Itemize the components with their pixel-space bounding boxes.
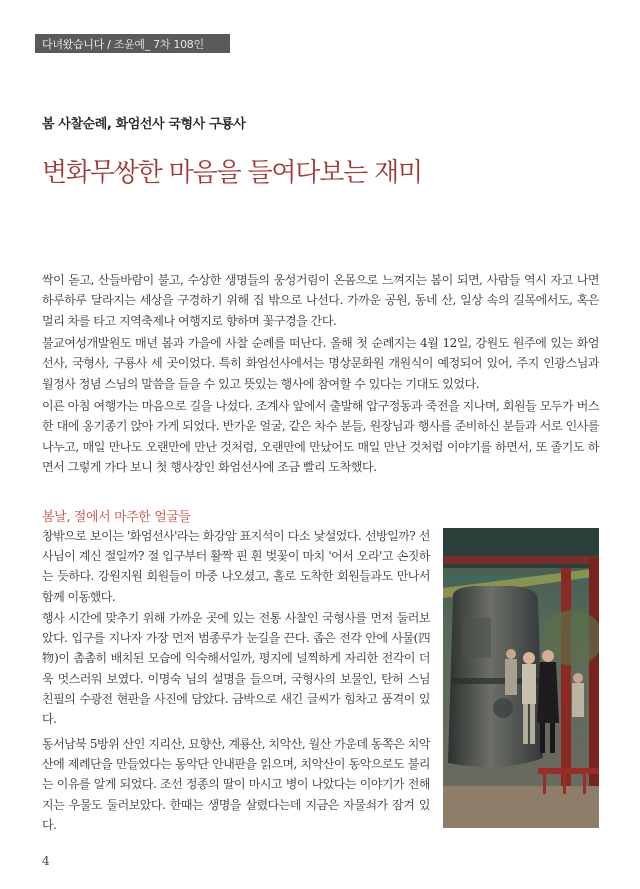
section-header [42, 36, 204, 52]
body-paragraph: 창밖으로 보이는 '화엄선사'라는 화강암 표지석이 다소 낯설었다. 선방일까? 선사님이 계신 절일까? 절 입구부터 활짝 핀 흰 벚꽃이 마치 '어서 오라'고 손짓하는 듯하다. 강원지원 회원들이 마중 나오셨고, 홀로 도착한 회원들과도 만나서 함께 이동했다. [42, 529, 430, 604]
body-paragraph: 행사 시간에 맞추기 위해 가까운 곳에 있는 전통 사찰인 국형사를 먼저 둘러보았다. 입구를 지나자 가장 먼저 범종루가 눈길을 끈다. 좁은 전각 안에 사물(四物)이 촘촘히 배치된 모습에 익숙해서일까, 평지에 널찍하게 자리한 전각이 더욱 멋스러워 보였다. 이명숙 님의 설명을 들으며, 국형사의 보물인, 탄허 스님 친필의 수광전 현판을 사진에 담았다. 금박으로 새긴 글씨가 힘차고 품격이 있다. [42, 611, 430, 727]
page-number: 4 [42, 854, 50, 868]
author-byline: 조윤예_ 7차 108인 [113, 38, 204, 51]
article-photo [443, 528, 599, 828]
body-paragraph: 동서남북 5방위 산인 지리산, 묘향산, 계룡산, 치악산, 월산 가운데 동쪽은 치악산에 제례단을 만들었다는 동악단 안내판을 읽으며, 치악산이 동악으로도 불리는 이유를 알게 되었다. 조선 정종의 딸이 마시고 병이 나았다는 이야기가 전해지는 우물도 둘러보았다. 한때는 생명을 살렸다는데 지금은 자물쇠가 잠겨 있다. [42, 737, 430, 832]
article-headline: 변화무쌍한 마음을 들여다보는 재미 [42, 158, 422, 188]
section-label: 다녀왔습니다 [42, 38, 104, 51]
article-kicker: 봄 사찰순례, 화엄선사 국형사 구룡사 [42, 117, 246, 132]
intro-paragraph: 싹이 돋고, 산들바람이 불고, 수상한 생명들의 웅성거림이 온몸으로 느껴지는 봄이 되면, 사람들 역시 자고 나면 하루하루 달라지는 세상을 구경하기 위해 집 밖으로 나선다. 가까운 공원, 동네 산, 일상 속의 길목에서도, 혹은 멀리 차를 타고 지역축제나 여행지로 향하며 꽃구경을 간다. [42, 273, 599, 328]
intro-paragraph: 이른 아침 여행가는 마음으로 길을 나섰다. 조계사 앞에서 출발해 압구정동과 죽전을 지나며, 회원들 모두가 버스 한 대에 옹기종기 앉아 가게 되었다. 반가운 얼굴, 같은 차수 분들, 원장님과 행사를 준비하신 분들과 서로 인사를 나누고, 매일 만나도 오랜만에 만난 것처럼, 오랜만에 만났어도 매일 만난 것처럼 이야기를 하면서, 또 졸기도 하면서 그렇게 가다 보니 첫 행사장인 화엄선사에 조금 빨리 도착했다. [42, 399, 599, 475]
header-separator: / [107, 38, 111, 51]
section-subheading: 봄날, 절에서 마주한 얼굴들 [42, 510, 191, 525]
intro-paragraph: 불교여성개발원도 매년 봄과 가을에 사찰 순례를 떠난다. 올해 첫 순례지는 4월 12일, 강원도 원주에 있는 화엄선사, 국형사, 구룡사 세 곳이었다. 특히 화엄선사에서는 명상문화원 개원식이 예정되어 있어, 주지 인광스님과 월정사 정념 스님의 말씀을 들을 수 있고 뜻있는 행사에 참여할 수 있다는 기대도 있었다. [42, 336, 599, 391]
